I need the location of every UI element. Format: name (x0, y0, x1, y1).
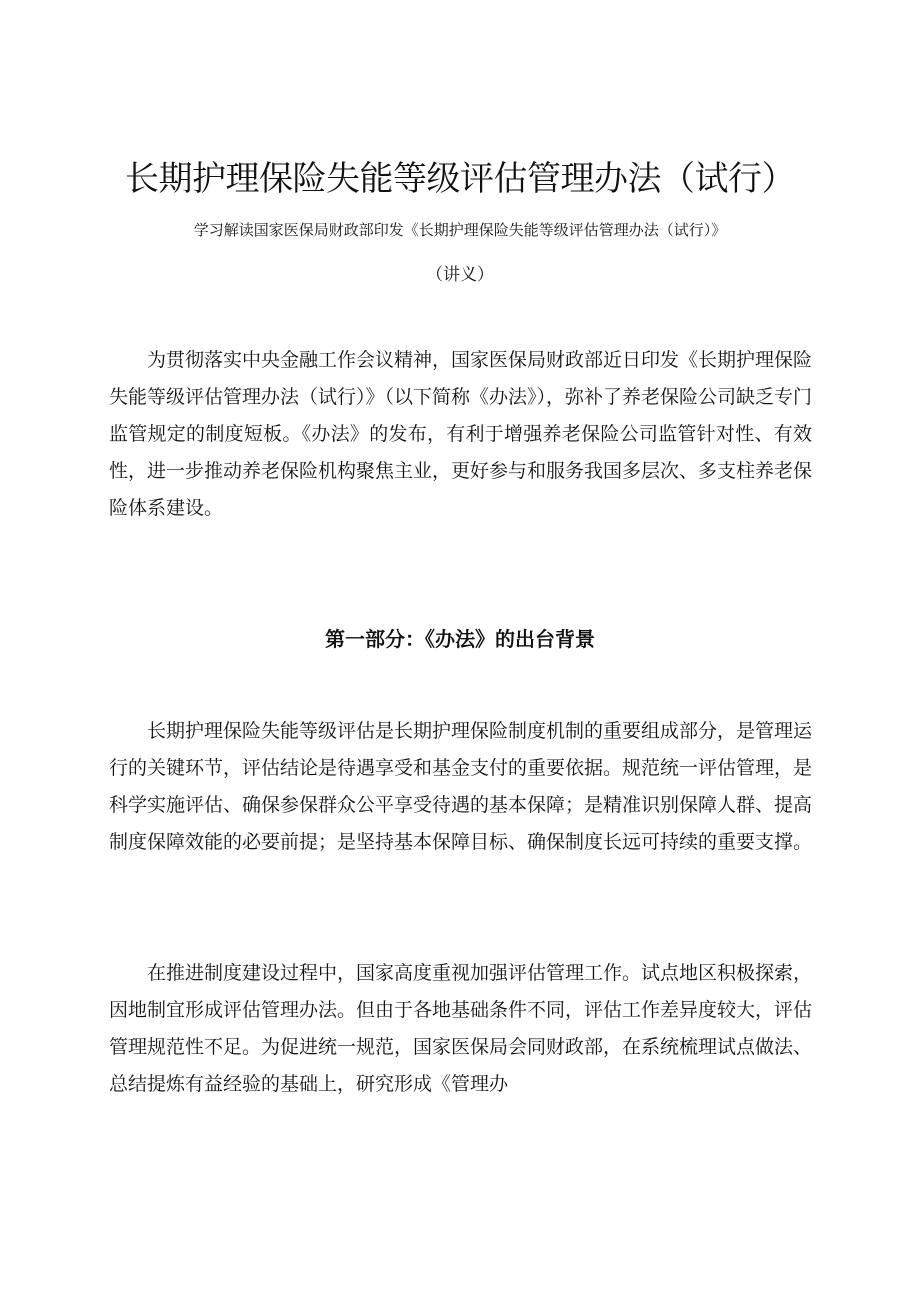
intro-paragraph: 为贯彻落实中央金融工作会议精神，国家医保局财政部近日印发《长期护理保险失能等级评估管理办法（试行）》（以下简称《办法》），弥补了养老保险公司缺乏专门监管规定的制度短板。《办法》的发布，有利于增强养老保险公司监管针对性、有效性，进一步推动养老保险机构聚焦主业，更好参与和服务我国多层次、多支柱养老保险体系建设。 (109, 349, 813, 519)
body-paragraph: 在推进制度建设过程中，国家高度重视加强评估管理工作。试点地区积极探索，因地制宜形成评估管理办法。但由于各地基础条件不同，评估工作差异度较大，评估管理规范性不足。为促进统一规范，国家医保局会同财政部，在系统梳理试点做法、总结提炼有益经验的基础上，研究形成《管理办 (109, 962, 813, 1095)
lecture-note: （讲义） (426, 265, 494, 285)
document-title: 长期护理保险失能等级评估管理办法（试行） (125, 159, 795, 199)
body-paragraph: 长期护理保险失能等级评估是长期护理保险制度机制的重要组成部分，是管理运行的关键环节，评估结论是待遇享受和基金支付的重要依据。规范统一评估管理，是科学实施评估、确保参保群众公平享受待遇的基本保障；是精准识别保障人群、提高制度保障效能的必要前提；是坚持基本保障目标、确保制度长远可持续的重要支撑。 (109, 720, 813, 853)
section-heading: 第一部分：《办法》的出台背景 (325, 627, 595, 651)
document-subtitle: 学习解读国家医保局财政部印发《长期护理保险失能等级评估管理办法（试行）》 (193, 221, 727, 239)
